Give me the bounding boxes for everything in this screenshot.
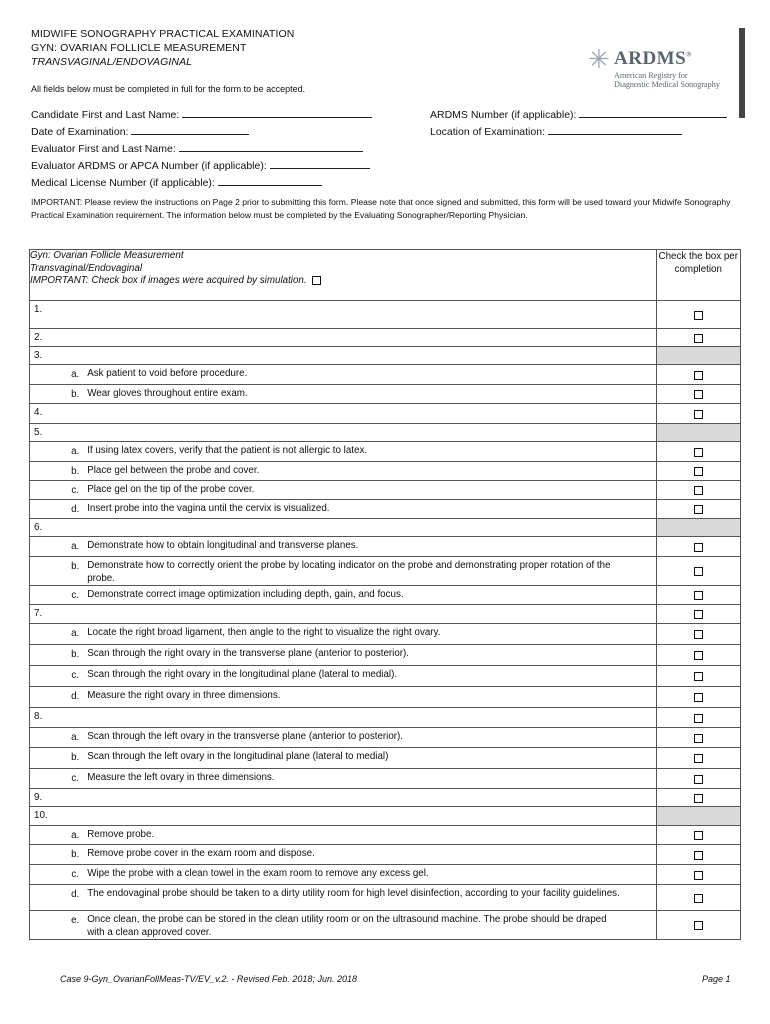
checklist-row <box>30 748 741 769</box>
item-number: b. <box>71 752 80 763</box>
completion-checkbox[interactable] <box>694 754 703 763</box>
table-heading: Gyn: Ovarian Follicle Measurement Transvaginal/Endovaginal IMPORTANT: Check box if images were acquired by simulation. <box>30 250 657 301</box>
item-number: c. <box>71 869 79 880</box>
item-text: Place gel between the probe and cover. <box>87 465 260 476</box>
item-text: Remove probe. <box>87 829 155 840</box>
checklist-row <box>30 557 741 586</box>
item-number: 3. <box>34 350 43 361</box>
checklist-row <box>30 442 741 462</box>
item-text: Demonstrate how to correctly orient the probe by locating indicator on the probe and demonstrating proper rotation of the probe. <box>87 560 611 584</box>
item-number: b. <box>71 466 80 477</box>
item-number: c. <box>71 773 79 784</box>
item-text: Place gel on the tip of the probe cover. <box>87 484 255 495</box>
location-field[interactable]: Location of Examination: <box>430 124 682 138</box>
completion-checkbox[interactable] <box>694 334 703 343</box>
logo-brand: ARDMS® <box>614 48 692 69</box>
checklist-row <box>30 404 741 424</box>
item-number: 7. <box>34 608 43 619</box>
item-text: If using latex covers, verify that the patient is not allergic to latex. <box>87 445 368 456</box>
checklist-row <box>30 365 741 385</box>
exam-date-field[interactable]: Date of Examination: <box>31 124 249 138</box>
item-text: Wear gloves throughout entire exam. <box>87 388 248 399</box>
completion-checkbox[interactable] <box>694 505 703 514</box>
completion-checkbox[interactable] <box>694 448 703 457</box>
simulation-checkbox[interactable] <box>312 276 321 285</box>
completion-checkbox[interactable] <box>694 894 703 903</box>
checklist-row <box>30 624 741 645</box>
edge-bar <box>739 28 745 118</box>
item-number: 5. <box>34 427 43 438</box>
item-text: Scan through the left ovary in the longitudinal plane (lateral to medial) <box>87 751 389 762</box>
item-number: b. <box>71 561 80 572</box>
item-number: 2. <box>34 332 43 343</box>
item-text: Demonstrate correct image optimization including depth, gain, and focus. <box>87 589 404 600</box>
item-number: a. <box>71 369 80 380</box>
item-text: The endovaginal probe should be taken to a dirty utility room for high level disinfection, according to your facility guidelines. <box>87 888 620 899</box>
footer-revision: Case 9-Gyn_OvarianFollMeas-TV/EV_v.2. - Revised Feb. 2018; Jun. 2018 <box>60 974 357 984</box>
header-subtitle: GYN: OVARIAN FOLLICLE MEASUREMENT <box>31 42 247 54</box>
item-number: c. <box>71 670 79 681</box>
completion-checkbox[interactable] <box>694 831 703 840</box>
checklist-table <box>29 249 741 940</box>
item-text: Scan through the left ovary in the transverse plane (anterior to posterior). <box>87 731 404 742</box>
check-column-header: Check the box per completion <box>656 250 740 301</box>
item-number: 1. <box>34 304 43 315</box>
item-number: a. <box>71 541 80 552</box>
item-text: Locate the right broad ligament, then angle to the right to visualize the right ovary. <box>87 627 441 638</box>
item-number: c. <box>71 590 79 601</box>
item-number: b. <box>71 389 80 400</box>
completion-checkbox[interactable] <box>694 714 703 723</box>
checklist-row <box>30 329 741 347</box>
item-number: b. <box>71 649 80 660</box>
item-text: Ask patient to void before procedure. <box>87 368 248 379</box>
completion-checkbox[interactable] <box>694 734 703 743</box>
header-title: MIDWIFE SONOGRAPHY PRACTICAL EXAMINATION <box>31 28 295 40</box>
checklist-row <box>30 666 741 687</box>
item-text: Once clean, the probe can be stored in the clean utility room or on the ultrasound machine. The probe should be draped with a clean approved cover. <box>87 914 607 938</box>
completion-checkbox[interactable] <box>694 610 703 619</box>
item-number: 9. <box>34 792 43 803</box>
completion-checkbox[interactable] <box>694 794 703 803</box>
item-number: d. <box>71 691 80 702</box>
item-number: a. <box>71 830 80 841</box>
item-text: Remove probe cover in the exam room and dispose. <box>87 848 315 859</box>
checklist-row <box>30 807 741 826</box>
item-text: Demonstrate how to obtain longitudinal and transverse planes. <box>87 540 359 551</box>
completion-checkbox[interactable] <box>694 311 703 320</box>
checklist-row <box>30 789 741 807</box>
completion-checkbox[interactable] <box>694 921 703 930</box>
checklist-row <box>30 500 741 519</box>
form-header <box>31 27 294 69</box>
item-number: 8. <box>34 711 43 722</box>
important-instructions: IMPORTANT: Please review the instructions on Page 2 prior to submitting this form. Please note that once signed and submitted, this form will be used toward your Midwife Sonography Practical Examination requirement. The information below must be completed by the Evaluating Sonographer/Reporting Physician. <box>31 197 731 220</box>
completion-checkbox[interactable] <box>694 871 703 880</box>
license-number-field[interactable]: Medical License Number (if applicable): <box>31 175 322 189</box>
checklist-row <box>30 911 741 940</box>
checklist-row <box>30 865 741 885</box>
header-technique: TRANSVAGINAL/ENDOVAGINAL <box>31 56 193 68</box>
item-number: c. <box>71 485 79 496</box>
starburst-icon: ✳ <box>588 44 610 74</box>
completion-checkbox[interactable] <box>694 486 703 495</box>
checklist-row <box>30 769 741 789</box>
item-number: 4. <box>34 407 43 418</box>
page-number: Page 1 <box>702 974 731 984</box>
item-text: Measure the right ovary in three dimensions. <box>87 690 281 701</box>
checklist-row <box>30 519 741 537</box>
item-text: Scan through the right ovary in the transverse plane (anterior to posterior). <box>87 648 410 659</box>
item-number: e. <box>71 915 80 926</box>
ardms-number-field[interactable]: ARDMS Number (if applicable): <box>430 107 727 121</box>
completion-checkbox[interactable] <box>694 630 703 639</box>
checklist-row <box>30 462 741 481</box>
checklist-row <box>30 687 741 708</box>
item-text: Measure the left ovary in three dimensions. <box>87 772 275 783</box>
item-number: b. <box>71 849 80 860</box>
item-number: d. <box>71 889 80 900</box>
ardms-logo <box>588 44 738 94</box>
checklist-row <box>30 537 741 557</box>
item-text: Scan through the right ovary in the longitudinal plane (lateral to medial). <box>87 669 398 680</box>
logo-subtitle: American Registry for Diagnostic Medical Sonography <box>614 71 720 89</box>
checklist-row <box>30 424 741 442</box>
completion-checkbox[interactable] <box>694 390 703 399</box>
checklist-row <box>30 728 741 748</box>
checklist-row <box>30 481 741 500</box>
item-text: Insert probe into the vagina until the cervix is visualized. <box>87 503 330 514</box>
item-number: a. <box>71 446 80 457</box>
completion-checkbox[interactable] <box>694 651 703 660</box>
completion-checkbox[interactable] <box>694 543 703 552</box>
checklist-row <box>30 845 741 865</box>
checklist-row <box>30 645 741 666</box>
candidate-name-field[interactable]: Candidate First and Last Name: <box>31 107 372 121</box>
completion-note: All fields below must be completed in full for the form to be accepted. <box>31 84 306 94</box>
completion-checkbox[interactable] <box>694 567 703 576</box>
checklist-row <box>30 385 741 404</box>
completion-checkbox[interactable] <box>694 410 703 419</box>
checklist-row <box>30 605 741 624</box>
item-number: d. <box>71 504 80 515</box>
item-number: 6. <box>34 522 43 533</box>
completion-checkbox[interactable] <box>694 851 703 860</box>
checklist-row <box>30 826 741 845</box>
checklist-row <box>30 885 741 911</box>
evaluator-number-field[interactable]: Evaluator ARDMS or APCA Number (if applicable): <box>31 158 370 172</box>
item-text: Wipe the probe with a clean towel in the exam room to remove any excess gel. <box>87 868 429 879</box>
completion-checkbox[interactable] <box>694 693 703 702</box>
checklist-row <box>30 708 741 728</box>
completion-checkbox[interactable] <box>694 467 703 476</box>
checklist-row <box>30 347 741 365</box>
completion-checkbox[interactable] <box>694 775 703 784</box>
item-number: a. <box>71 628 80 639</box>
evaluator-name-field[interactable]: Evaluator First and Last Name: <box>31 141 363 155</box>
completion-checkbox[interactable] <box>694 371 703 380</box>
completion-checkbox[interactable] <box>694 591 703 600</box>
completion-checkbox[interactable] <box>694 672 703 681</box>
item-number: 10. <box>34 810 48 821</box>
checklist-row <box>30 586 741 605</box>
checklist-row <box>30 301 741 329</box>
item-number: a. <box>71 732 80 743</box>
